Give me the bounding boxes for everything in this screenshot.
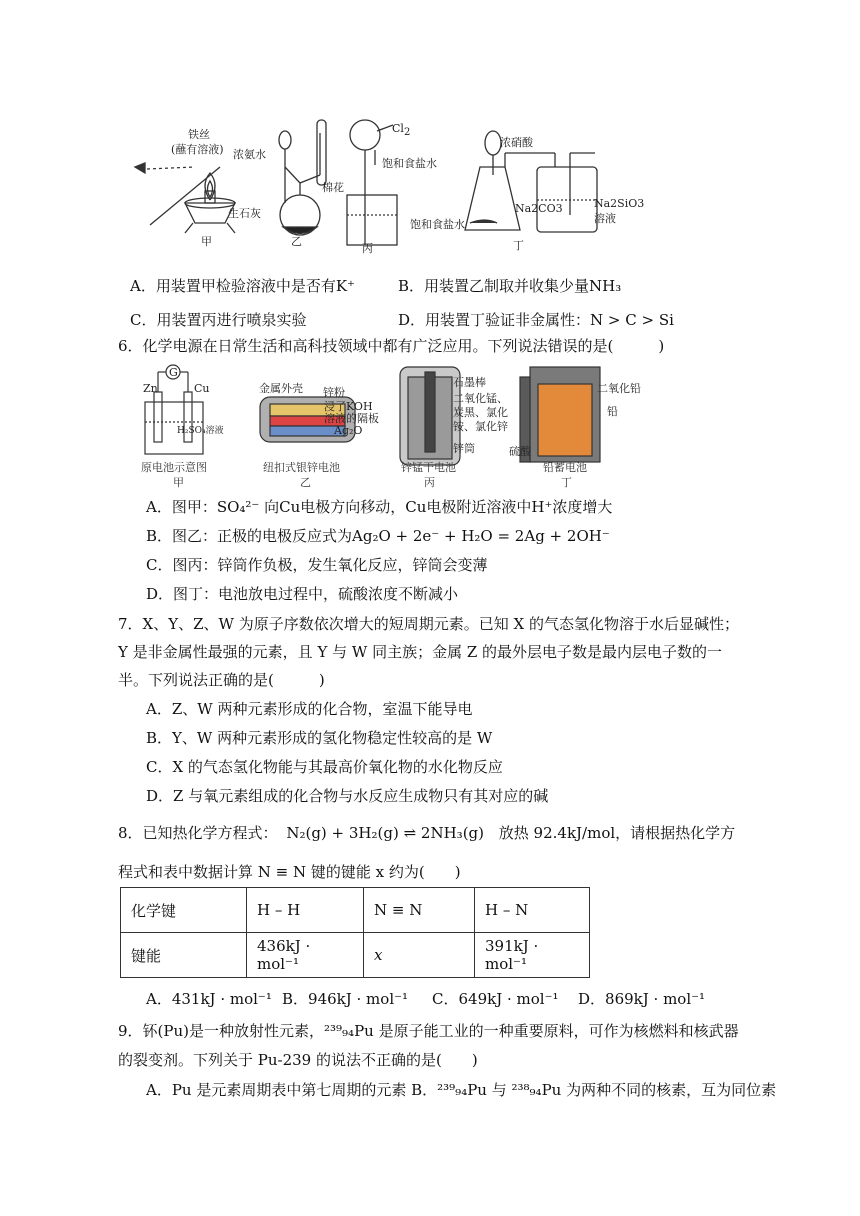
q8-option-d: D．869kJ · mol⁻¹ xyxy=(578,990,706,1008)
label-ag2o: Ag₂O xyxy=(334,424,363,437)
table-cell: 键能 xyxy=(121,933,247,978)
q8-option-b: B．946kJ · mol⁻¹ xyxy=(282,990,409,1008)
label-separator-1: 浸了KOH xyxy=(324,400,373,413)
label-iron-wire: 铁丝 xyxy=(188,128,210,141)
q8-option-c: C．649kJ · mol⁻¹ xyxy=(432,990,559,1008)
label-h2so4: H₂SO₄溶液 xyxy=(177,426,224,436)
label-zinc-powder: 锌粉 xyxy=(323,386,345,399)
label-fig5-yi: 乙 xyxy=(291,235,302,248)
q7-stem-3: 半。下列说法正确的是( ) xyxy=(118,671,325,689)
apparatus-yi xyxy=(279,120,326,235)
table-cell: N ≡ N xyxy=(364,888,475,933)
q8-option-a: A．431kJ · mol⁻¹ xyxy=(146,990,272,1008)
label-na2co3: Na2CO3 xyxy=(515,202,563,215)
table-row xyxy=(121,933,590,978)
table-cell: 化学键 xyxy=(121,888,247,933)
apparatus-bing xyxy=(347,120,397,245)
q9-option-a: A．Pu 是元素周期表中第七周期的元素 B．²³⁹₉₄Pu 与 ²³⁸₉₄Pu 为两种不同的核素，互为同位素 xyxy=(146,1081,777,1099)
q8-stem-1 xyxy=(118,822,735,844)
q8-stem-heat: 放热 92.4kJ/mol，请根据热化学方 xyxy=(498,824,736,842)
label-fig6-jia: 甲 xyxy=(173,476,184,489)
q6-option-d: D．图丁：电池放电过程中，硫酸浓度不断减小 xyxy=(146,585,459,603)
q7-option-a: A．Z、W 两种元素形成的化合物，室温下能导电 xyxy=(146,700,473,718)
label-zn: Zn xyxy=(143,382,158,395)
label-cotton: 棉花 xyxy=(322,181,344,194)
q8-stem-intro: 8．已知热化学方程式： xyxy=(118,824,278,842)
label-mix-3: 铵、氯化锌 xyxy=(453,420,508,433)
q6-option-c: C．图丙：锌筒作负极，发生氧化反应，锌筒会变薄 xyxy=(146,556,488,574)
label-lime: 生石灰 xyxy=(228,207,261,220)
label-graphite-rod: 石墨棒 xyxy=(453,376,486,389)
battery-bing xyxy=(400,367,460,465)
label-fig5-ding: 丁 xyxy=(513,239,524,252)
label-mix-1: 二氧化锰、 xyxy=(453,392,508,405)
label-brine-top: 饱和食盐水 xyxy=(382,157,437,170)
label-fig6-ding: 丁 xyxy=(561,476,572,489)
label-cu: Cu xyxy=(194,382,210,395)
label-na2sio3-note: 溶液 xyxy=(594,212,616,225)
label-ammonia: 浓氨水 xyxy=(233,148,266,161)
label-fig5-jia: 甲 xyxy=(201,235,212,248)
label-mix-2: 炭黑、氯化 xyxy=(453,406,508,419)
bond-energy-table xyxy=(120,887,590,978)
label-separator-2: 溶液的隔板 xyxy=(324,412,379,425)
caption-bing: 锌锰干电池 xyxy=(401,461,456,474)
table-cell: x xyxy=(364,933,475,978)
label-cl2: $Cl_2$ xyxy=(392,122,411,139)
q7-stem-1: 7．X、Y、Z、W 为原子序数依次增大的短周期元素。已知 X 的气态氢化物溶于水后显碱性； xyxy=(118,615,739,633)
q6-option-b: B．图乙：正极的电极反应式为Ag₂O + 2e⁻ + H₂O = 2Ag + 2OH⁻ xyxy=(146,527,610,545)
q7-option-c: C．X 的气态氢化物能与其最高价氧化物的水化物反应 xyxy=(146,758,503,776)
label-shell: 金属外壳 xyxy=(259,382,303,395)
caption-jia: 原电池示意图 xyxy=(141,461,207,474)
table-cell: 391kJ · mol⁻¹ xyxy=(475,933,590,978)
q7-option-b: B．Y、W 两种元素形成的氢化物稳定性较高的是 W xyxy=(146,729,493,747)
table-cell: 436kJ · mol⁻¹ xyxy=(247,933,364,978)
q5-option-c: C．用装置丙进行喷泉实验 xyxy=(130,311,307,329)
table-row xyxy=(121,888,590,933)
label-g: G xyxy=(169,366,178,379)
label-sulfuric-acid: 硫酸 xyxy=(509,445,531,458)
battery-ding xyxy=(520,367,600,462)
label-pbo2: 二氧化铅 xyxy=(597,382,641,395)
q5-option-b: B．用装置乙制取并收集少量NH₃ xyxy=(398,277,622,295)
label-fig6-yi: 乙 xyxy=(300,476,311,489)
label-brine-bottom: 饱和食盐水 xyxy=(410,218,465,231)
q7-stem-2: Y 是非金属性最强的元素，且 Y 与 W 同主族；金属 Z 的最外层电子数是最内层电子数的一 xyxy=(118,643,723,661)
q9-stem-1: 9．钚(Pu)是一种放射性元素，²³⁹₉₄Pu 是原子能工业的一种重要原料，可作为核燃料和核武器 xyxy=(118,1022,739,1040)
q7-option-d: D．Z 与氧元素组成的化合物与水反应生成物只有其对应的碱 xyxy=(146,787,549,805)
q5-option-a: A．用装置甲检验溶液中是否有K⁺ xyxy=(130,277,355,295)
q6-stem: 6．化学电源在日常生活和高科技领域中都有广泛应用。下列说法错误的是( ) xyxy=(118,337,665,355)
caption-yi: 纽扣式银锌电池 xyxy=(263,461,340,474)
label-fig6-bing: 丙 xyxy=(424,476,435,489)
q8-equation: N₂(g) + 3H₂(g) ⇌ 2NH₃(g) xyxy=(286,824,484,842)
label-fig5-bing: 丙 xyxy=(362,242,373,255)
q9-stem-2: 的裂变剂。下列关于 Pu-239 的说法不正确的是( ) xyxy=(118,1051,478,1069)
label-wire-note: (蘸有溶液) xyxy=(171,143,224,156)
q6-option-a: A．图甲：SO₄²⁻ 向Cu电极方向移动，Cu电极附近溶液中H⁺浓度增大 xyxy=(146,498,613,516)
label-zinc-can: 锌筒 xyxy=(453,442,475,455)
label-nitric-acid: 浓硝酸 xyxy=(500,136,533,149)
apparatus-jia xyxy=(135,163,235,233)
q8-stem-2: 程式和表中数据计算 N ≡ N 键的键能 x 约为( ) xyxy=(118,863,461,881)
table-cell: H – N xyxy=(475,888,590,933)
label-lead: 铅 xyxy=(607,405,618,418)
table-cell: H – H xyxy=(247,888,364,933)
caption-ding: 铅蓄电池 xyxy=(543,461,587,474)
q5-option-d: D．用装置丁验证非金属性：N > C > Si xyxy=(398,311,674,329)
label-na2sio3: Na2SiO3 xyxy=(594,197,645,210)
